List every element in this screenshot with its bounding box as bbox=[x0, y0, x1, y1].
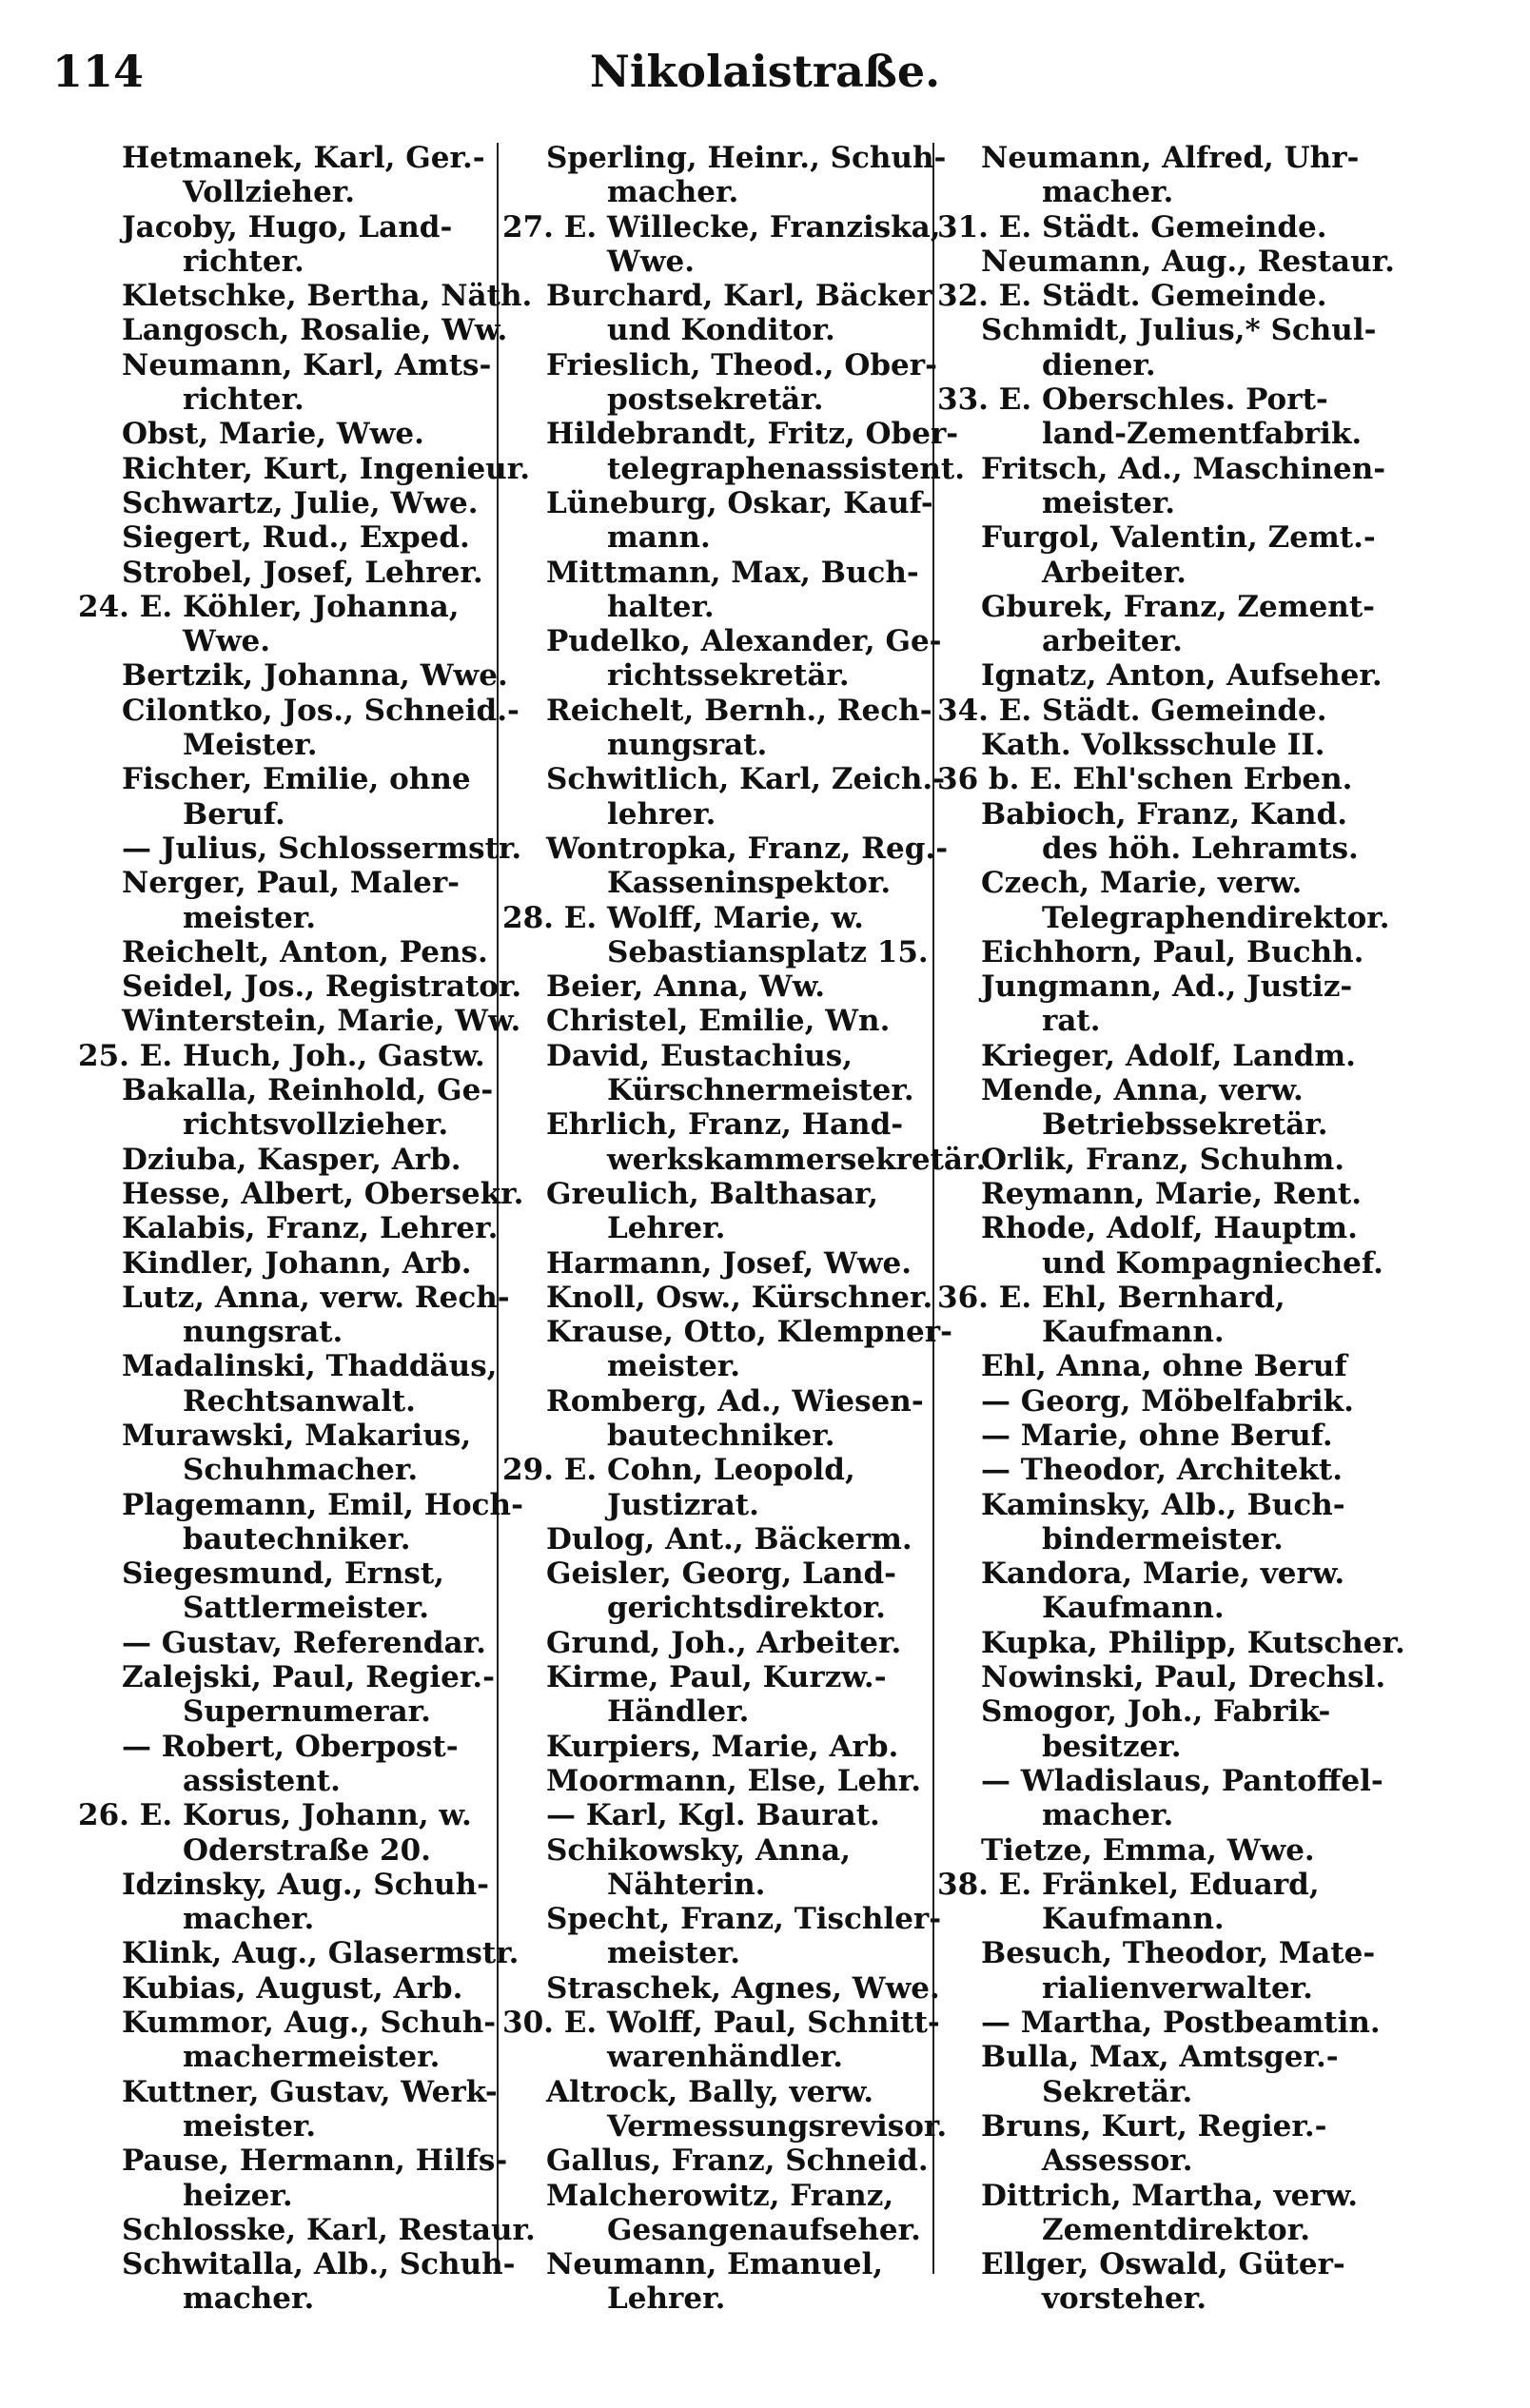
entry-continuation: Kaufmann. bbox=[1042, 1315, 1225, 1350]
entry-continuation: und Kompagniechef. bbox=[1042, 1245, 1383, 1281]
resident-entry: Fritsch, Ad., Maschinen- bbox=[981, 451, 1386, 486]
resident-entry: Lüneburg, Oskar, Kauf- bbox=[546, 485, 933, 520]
resident-entry: Grund, Joh., Arbeiter. bbox=[546, 1625, 902, 1660]
entry-continuation: bautechniker. bbox=[607, 1418, 835, 1453]
entry-continuation: Kaufmann. bbox=[1042, 1591, 1225, 1626]
resident-entry: Furgol, Valentin, Zemt.- bbox=[981, 520, 1376, 556]
resident-entry: Mittmann, Max, Buch- bbox=[546, 555, 919, 590]
entry-continuation: vorsteher. bbox=[1042, 2281, 1207, 2317]
house-number-heading: 32. E. Städt. Gemeinde. bbox=[937, 279, 1327, 314]
house-number-heading: 38. E. Fränkel, Eduard, bbox=[937, 1867, 1320, 1902]
resident-entry: Tietze, Emma, Wwe. bbox=[981, 1832, 1315, 1868]
resident-entry: Burchard, Karl, Bäcker bbox=[546, 279, 932, 314]
resident-entry: Kupka, Philipp, Kutscher. bbox=[981, 1625, 1405, 1660]
entry-continuation: Sebastiansplatz 15. bbox=[607, 934, 929, 969]
resident-entry: Kath. Volksschule II. bbox=[981, 728, 1325, 763]
resident-entry: — Gustav, Referendar. bbox=[122, 1625, 486, 1660]
resident-entry: Schlosske, Karl, Restaur. bbox=[122, 2212, 536, 2247]
resident-entry: Siegert, Rud., Exped. bbox=[122, 520, 470, 556]
house-number-heading: 31. E. Städt. Gemeinde. bbox=[937, 209, 1327, 245]
entry-continuation: Kasseninspektor. bbox=[607, 866, 892, 901]
resident-entry: Neumann, Emanuel, bbox=[546, 2247, 884, 2282]
resident-entry: Krieger, Adolf, Landm. bbox=[981, 1038, 1356, 1073]
entry-continuation: Vollzieher. bbox=[183, 175, 356, 210]
entry-continuation: macher. bbox=[607, 175, 739, 210]
entry-continuation: mann. bbox=[607, 520, 711, 556]
resident-entry: Neumann, Aug., Restaur. bbox=[981, 244, 1395, 279]
house-number-heading: 26. E. Korus, Johann, w. bbox=[78, 1798, 472, 1833]
resident-entry: Malcherowitz, Franz, bbox=[546, 2178, 894, 2213]
resident-entry: David, Eustachius, bbox=[546, 1038, 853, 1073]
resident-entry: Zalejski, Paul, Regier.- bbox=[122, 1660, 495, 1695]
entry-continuation: Arbeiter. bbox=[1042, 555, 1187, 590]
entry-continuation: Nähterin. bbox=[607, 1867, 766, 1902]
resident-entry: — Martha, Postbeamtin. bbox=[981, 2006, 1381, 2041]
resident-entry: Siegesmund, Ernst, bbox=[122, 1556, 444, 1592]
resident-entry: Bulla, Max, Amtsger.- bbox=[981, 2040, 1339, 2075]
resident-entry: Pause, Hermann, Hilfs- bbox=[122, 2144, 508, 2179]
resident-entry: Strobel, Josef, Lehrer. bbox=[122, 555, 483, 590]
house-number-heading: 29. E. Cohn, Leopold, bbox=[502, 1453, 855, 1488]
resident-entry: Kurpiers, Marie, Arb. bbox=[546, 1729, 899, 1764]
entry-continuation: Kürschnermeister. bbox=[607, 1073, 914, 1108]
resident-entry: Reichelt, Anton, Pens. bbox=[122, 934, 488, 969]
house-number-heading: 36 b. E. Ehl'schen Erben. bbox=[937, 762, 1353, 797]
resident-entry: Hesse, Albert, Obersekr. bbox=[122, 1176, 524, 1211]
resident-entry: Reichelt, Bernh., Rech- bbox=[546, 693, 932, 728]
resident-entry: Kummor, Aug., Schuh- bbox=[122, 2006, 497, 2041]
entry-continuation: Sekretär. bbox=[1042, 2074, 1193, 2109]
resident-entry: Besuch, Theodor, Mate- bbox=[981, 1936, 1376, 1971]
resident-entry: — Robert, Oberpost- bbox=[122, 1729, 459, 1764]
entry-continuation: macher. bbox=[1042, 1798, 1174, 1833]
entry-continuation: gerichtsdirektor. bbox=[607, 1591, 886, 1626]
resident-entry: — Wladislaus, Pantoffel- bbox=[981, 1763, 1383, 1798]
resident-entry: Knoll, Osw., Kürschner. bbox=[546, 1280, 933, 1315]
entry-continuation: Zementdirektor. bbox=[1042, 2212, 1310, 2247]
house-number-heading: 25. E. Huch, Joh., Gastw. bbox=[78, 1038, 485, 1073]
directory-column-1 bbox=[78, 141, 536, 2317]
entry-continuation: halter. bbox=[607, 589, 715, 624]
entry-continuation: macher. bbox=[183, 1902, 315, 1937]
resident-entry: Greulich, Balthasar, bbox=[546, 1176, 879, 1211]
resident-entry: Christel, Emilie, Wn. bbox=[546, 1004, 891, 1039]
resident-entry: Fischer, Emilie, ohne bbox=[122, 762, 471, 797]
entry-continuation: Rechtsanwalt. bbox=[183, 1383, 416, 1419]
entry-continuation: besitzer. bbox=[1042, 1729, 1182, 1764]
resident-entry: Kirme, Paul, Kurzw.- bbox=[546, 1660, 887, 1695]
resident-entry: — Julius, Schlossermstr. bbox=[122, 831, 522, 866]
entry-continuation: richter. bbox=[183, 382, 304, 418]
resident-entry: Schikowsky, Anna, bbox=[546, 1832, 851, 1868]
resident-entry: Rhode, Adolf, Hauptm. bbox=[981, 1211, 1358, 1246]
entry-continuation: werkskammersekretär. bbox=[607, 1142, 987, 1177]
entry-continuation: machermeister. bbox=[183, 2040, 441, 2075]
resident-entry: Jacoby, Hugo, Land- bbox=[122, 209, 453, 245]
entry-continuation: nungsrat. bbox=[607, 728, 768, 763]
entry-continuation: heizer. bbox=[183, 2178, 293, 2213]
resident-entry: Dittrich, Martha, verw. bbox=[981, 2178, 1359, 2213]
entry-continuation: richtsvollzieher. bbox=[183, 1107, 449, 1143]
resident-entry: Kaminsky, Alb., Buch- bbox=[981, 1487, 1345, 1522]
entry-continuation: richter. bbox=[183, 244, 304, 279]
resident-entry: Reymann, Marie, Rent. bbox=[981, 1176, 1363, 1211]
entry-continuation: telegraphenassistent. bbox=[607, 451, 966, 486]
resident-entry: Pudelko, Alexander, Ge- bbox=[546, 624, 942, 659]
entry-continuation: land-Zementfabrik. bbox=[1042, 417, 1363, 452]
entry-continuation: assistent. bbox=[183, 1763, 341, 1798]
resident-entry: Bakalla, Reinhold, Ge- bbox=[122, 1073, 494, 1108]
entry-continuation: macher. bbox=[1042, 175, 1174, 210]
house-number-heading: 30. E. Wolff, Paul, Schnitt- bbox=[502, 2006, 940, 2041]
resident-entry: Kuttner, Gustav, Werk- bbox=[122, 2074, 498, 2109]
resident-entry: Romberg, Ad., Wiesen- bbox=[546, 1383, 924, 1419]
entry-continuation: meister. bbox=[1042, 485, 1176, 520]
resident-entry: Murawski, Makarius, bbox=[122, 1418, 472, 1453]
resident-entry: — Marie, ohne Beruf. bbox=[981, 1418, 1333, 1453]
resident-entry: Gallus, Franz, Schneid. bbox=[546, 2144, 929, 2179]
entry-continuation: Betriebssekretär. bbox=[1042, 1107, 1328, 1143]
resident-entry: Jungmann, Ad., Justiz- bbox=[981, 969, 1353, 1005]
entry-continuation: Händler. bbox=[607, 1694, 750, 1730]
resident-entry: Plagemann, Emil, Hoch- bbox=[122, 1487, 523, 1522]
entry-continuation: des höh. Lehramts. bbox=[1042, 831, 1359, 866]
resident-entry: Obst, Marie, Wwe. bbox=[122, 417, 424, 452]
resident-entry: Smogor, Joh., Fabrik- bbox=[981, 1694, 1331, 1730]
entry-continuation: meister. bbox=[183, 2108, 317, 2144]
entry-continuation: Oderstraße 20. bbox=[183, 1832, 431, 1868]
resident-entry: Kalabis, Franz, Lehrer. bbox=[122, 1211, 499, 1246]
resident-entry: Schwartz, Julie, Wwe. bbox=[122, 485, 479, 520]
resident-entry: Beier, Anna, Ww. bbox=[546, 969, 826, 1005]
resident-entry: Langosch, Rosalie, Ww. bbox=[122, 313, 508, 348]
resident-entry: Nerger, Paul, Maler- bbox=[122, 866, 461, 901]
entry-continuation: Kaufmann. bbox=[1042, 1902, 1225, 1937]
entry-continuation: meister. bbox=[607, 1349, 741, 1384]
entry-continuation: Telegraphendirektor. bbox=[1042, 900, 1390, 935]
entry-continuation: Vermessungsrevisor. bbox=[607, 2108, 948, 2144]
house-number-heading: 34. E. Städt. Gemeinde. bbox=[937, 693, 1327, 728]
resident-entry: Czech, Marie, verw. bbox=[981, 866, 1303, 901]
resident-entry: Eichhorn, Paul, Buchh. bbox=[981, 934, 1364, 969]
entry-continuation: Schuhmacher. bbox=[183, 1453, 419, 1488]
resident-entry: Ehrlich, Franz, Hand- bbox=[546, 1107, 904, 1143]
entry-continuation: und Konditor. bbox=[607, 313, 835, 348]
resident-entry: Mende, Anna, verw. bbox=[981, 1073, 1304, 1108]
resident-entry: — Theodor, Architekt. bbox=[981, 1453, 1344, 1488]
entry-continuation: Wwe. bbox=[183, 624, 271, 659]
resident-entry: Neumann, Alfred, Uhr- bbox=[981, 141, 1360, 175]
resident-entry: Nowinski, Paul, Drechsl. bbox=[981, 1660, 1386, 1695]
resident-entry: Lutz, Anna, verw. Rech- bbox=[122, 1280, 510, 1315]
entry-continuation: richtssekretär. bbox=[607, 658, 850, 694]
resident-entry: Moormann, Else, Lehr. bbox=[546, 1763, 922, 1798]
resident-entry: Kubias, August, Arb. bbox=[122, 1970, 463, 2006]
resident-entry: Harmann, Josef, Wwe. bbox=[546, 1245, 912, 1281]
resident-entry: Ehl, Anna, ohne Beruf bbox=[981, 1349, 1347, 1384]
resident-entry: Idzinsky, Aug., Schuh- bbox=[122, 1867, 490, 1902]
entry-continuation: warenhändler. bbox=[607, 2040, 843, 2075]
entry-continuation: Supernumerar. bbox=[183, 1694, 431, 1730]
entry-continuation: nungsrat. bbox=[183, 1315, 343, 1350]
resident-entry: Winterstein, Marie, Ww. bbox=[122, 1004, 521, 1039]
page-number: 114 bbox=[52, 46, 145, 97]
resident-entry: Altrock, Bally, verw. bbox=[546, 2074, 873, 2109]
house-number-heading: 24. E. Köhler, Johanna, bbox=[78, 589, 460, 624]
resident-entry: Ellger, Oswald, Güter- bbox=[981, 2247, 1345, 2282]
entry-continuation: meister. bbox=[607, 1936, 741, 1971]
directory-column-3 bbox=[937, 141, 1405, 2317]
entry-continuation: Wwe. bbox=[607, 244, 696, 279]
page-title: Nikolaistraße. bbox=[589, 46, 941, 97]
resident-entry: Bruns, Kurt, Regier.- bbox=[981, 2108, 1327, 2144]
resident-entry: Sperling, Heinr., Schuh- bbox=[546, 141, 947, 175]
resident-entry: Kandora, Marie, verw. bbox=[981, 1556, 1345, 1592]
entry-continuation: Meister. bbox=[183, 728, 318, 763]
entry-continuation: Sattlermeister. bbox=[183, 1591, 430, 1626]
resident-entry: Krause, Otto, Klempner- bbox=[546, 1315, 952, 1350]
resident-entry: Dulog, Ant., Bäckerm. bbox=[546, 1521, 912, 1556]
entry-continuation: Gesangenaufseher. bbox=[607, 2212, 921, 2247]
entry-continuation: macher. bbox=[183, 2281, 315, 2317]
resident-entry: Schwitalla, Alb., Schuh- bbox=[122, 2247, 516, 2282]
entry-continuation: rat. bbox=[1042, 1004, 1101, 1039]
resident-entry: Babioch, Franz, Kand. bbox=[981, 796, 1348, 832]
resident-entry: Hildebrandt, Fritz, Ober- bbox=[546, 417, 959, 452]
entry-continuation: lehrer. bbox=[607, 796, 716, 832]
resident-entry: Seidel, Jos., Registrator. bbox=[122, 969, 522, 1005]
resident-entry: Ignatz, Anton, Aufseher. bbox=[981, 658, 1383, 694]
resident-entry: Orlik, Franz, Schuhm. bbox=[981, 1142, 1345, 1177]
entry-continuation: rialienverwalter. bbox=[1042, 1970, 1313, 2006]
entry-continuation: arbeiter. bbox=[1042, 624, 1183, 659]
resident-entry: Neumann, Karl, Amts- bbox=[122, 347, 492, 382]
resident-entry: Schmidt, Julius,* Schul- bbox=[981, 313, 1377, 348]
entry-continuation: Lehrer. bbox=[607, 1211, 726, 1246]
resident-entry: Bertzik, Johanna, Wwe. bbox=[122, 658, 508, 694]
entry-continuation: Assessor. bbox=[1042, 2144, 1193, 2179]
resident-entry: Kletschke, Bertha, Näth. bbox=[122, 279, 533, 314]
entry-continuation: Beruf. bbox=[183, 796, 285, 832]
resident-entry: Geisler, Georg, Land- bbox=[546, 1556, 897, 1592]
entry-continuation: Lehrer. bbox=[607, 2281, 726, 2317]
resident-entry: Straschek, Agnes, Wwe. bbox=[546, 1970, 940, 2006]
resident-entry: Madalinski, Thaddäus, bbox=[122, 1349, 498, 1384]
house-number-heading: 36. E. Ehl, Bernhard, bbox=[937, 1280, 1285, 1315]
resident-entry: Wontropka, Franz, Reg.- bbox=[546, 831, 949, 866]
resident-entry: — Georg, Möbelfabrik. bbox=[981, 1383, 1354, 1419]
entry-continuation: diener. bbox=[1042, 347, 1156, 382]
resident-entry: Kindler, Johann, Arb. bbox=[122, 1245, 472, 1281]
resident-entry: Frieslich, Theod., Ober- bbox=[546, 347, 937, 382]
house-number-heading: 33. E. Oberschles. Port- bbox=[937, 382, 1328, 418]
entry-continuation: bautechniker. bbox=[183, 1521, 411, 1556]
entry-continuation: bindermeister. bbox=[1042, 1521, 1284, 1556]
resident-entry: Dziuba, Kasper, Arb. bbox=[122, 1142, 461, 1177]
resident-entry: Specht, Franz, Tischler- bbox=[546, 1902, 942, 1937]
resident-entry: Cilontko, Jos., Schneid.- bbox=[122, 693, 520, 728]
resident-entry: Gburek, Franz, Zement- bbox=[981, 589, 1376, 624]
entry-continuation: Justizrat. bbox=[607, 1487, 759, 1522]
resident-entry: — Karl, Kgl. Baurat. bbox=[546, 1798, 880, 1833]
entry-continuation: postsekretär. bbox=[607, 382, 824, 418]
house-number-heading: 28. E. Wolff, Marie, w. bbox=[502, 900, 864, 935]
entry-continuation: meister. bbox=[183, 900, 317, 935]
resident-entry: Schwitlich, Karl, Zeich.- bbox=[546, 762, 946, 797]
house-number-heading: 27. E. Willecke, Franziska, bbox=[502, 209, 941, 245]
directory-column-2 bbox=[502, 141, 987, 2317]
resident-entry: Hetmanek, Karl, Ger.- bbox=[122, 141, 485, 175]
resident-entry: Klink, Aug., Glasermstr. bbox=[122, 1936, 520, 1971]
resident-entry: Richter, Kurt, Ingenieur. bbox=[122, 451, 530, 486]
